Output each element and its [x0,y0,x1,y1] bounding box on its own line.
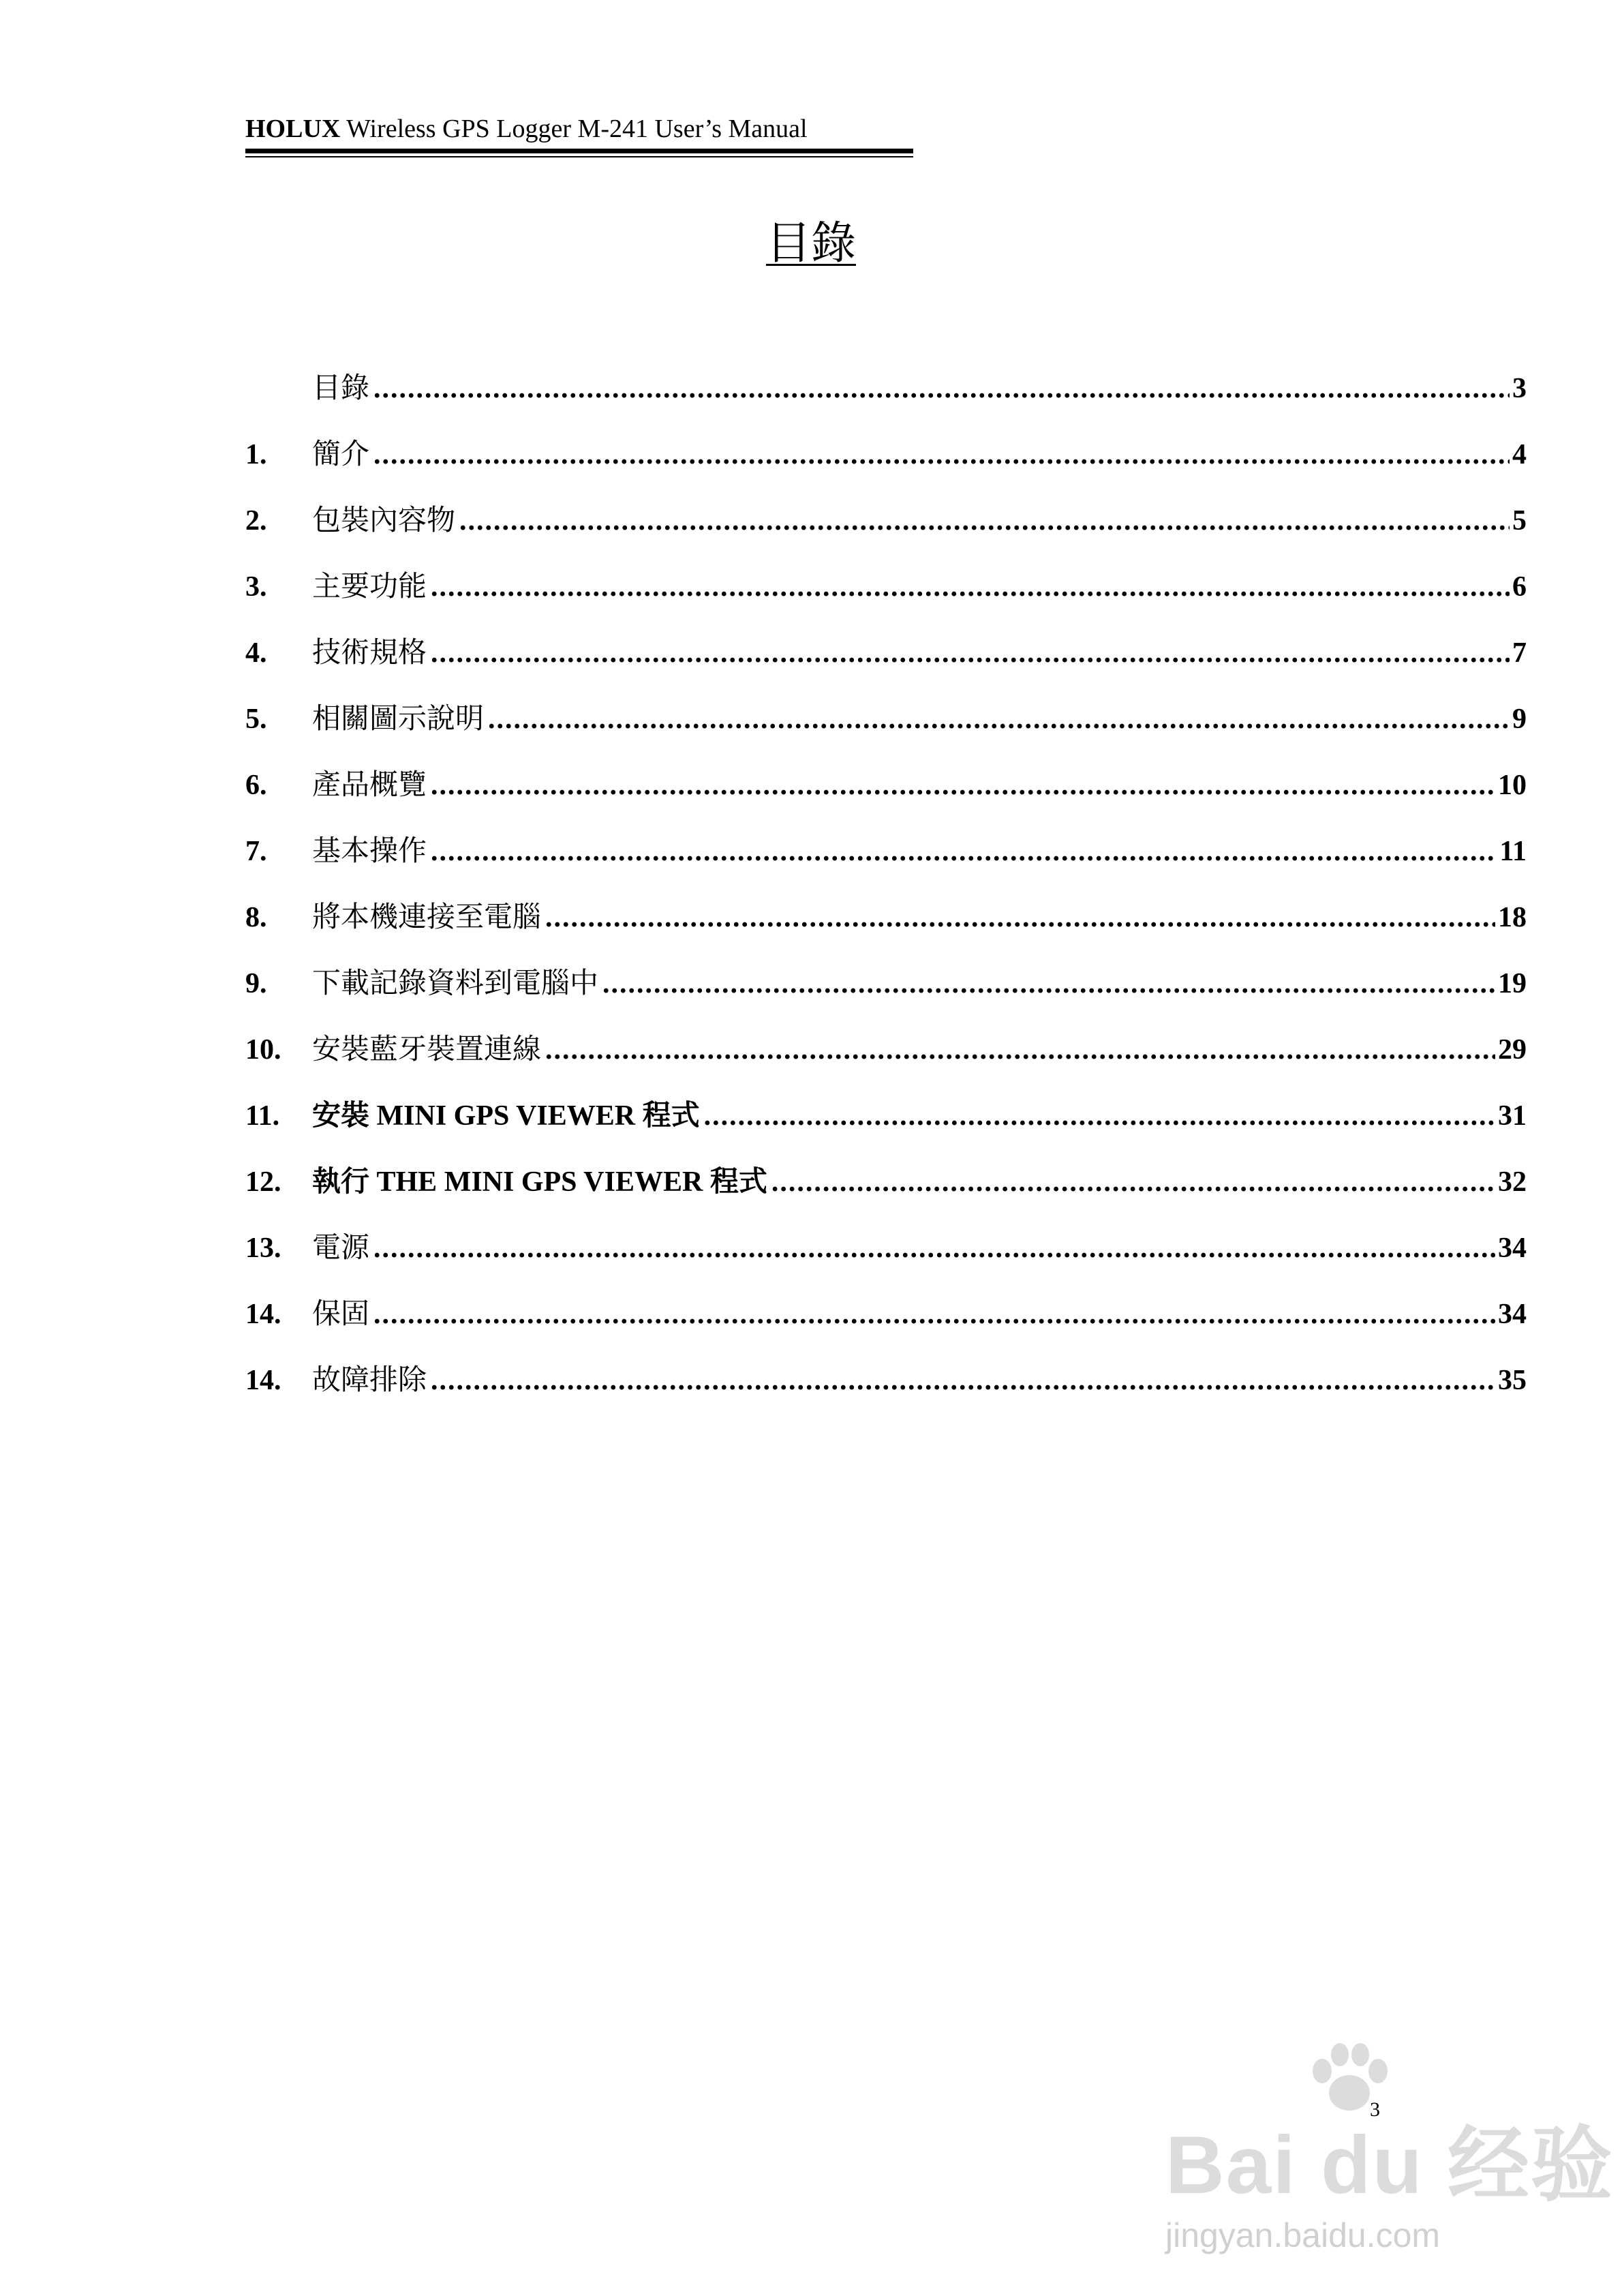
toc-leader-dots [431,1364,1495,1397]
toc-row[interactable] [245,432,1527,498]
toc-label: 安裝 MINI GPS VIEWER 程式 [312,1100,700,1132]
toc-leader-dots [545,901,1495,934]
toc-row[interactable] [245,762,1527,828]
toc-leader-dots [431,835,1497,868]
toc-row[interactable] [245,365,1527,432]
toc-page: 34 [1498,1299,1527,1330]
toc-row[interactable] [245,630,1527,696]
toc-number: 3. [245,571,267,603]
toc-label: 執行 THE MINI GPS VIEWER 程式 [312,1166,767,1198]
toc-page: 3 [1512,373,1527,404]
toc-number: 10. [245,1034,281,1066]
header-brand: HOLUX [245,115,341,143]
toc-label: 基本操作 [312,836,427,867]
toc-number: 4. [245,637,267,669]
toc-page: 35 [1498,1365,1527,1396]
toc-number: 13. [245,1233,281,1264]
toc-page: 18 [1498,902,1527,933]
toc-label: 產品概覽 [312,770,427,801]
toc-page: 10 [1498,770,1527,801]
toc-row[interactable] [245,961,1527,1027]
toc-row[interactable] [245,1291,1527,1357]
baidu-watermark [1159,2038,1615,2263]
toc-number: 6. [245,770,267,801]
toc-leader-dots [431,571,1510,603]
toc-leader-dots [704,1100,1495,1132]
toc-label: 技術規格 [312,637,427,669]
toc-label: 包裝內容物 [312,505,456,537]
toc-title [0,217,1622,271]
toc-label: 安裝藍牙裝置連線 [312,1034,542,1066]
toc-leader-dots [545,1033,1495,1066]
toc-page: 9 [1512,704,1527,735]
toc-number: 11. [245,1100,280,1132]
toc-row[interactable] [245,1093,1527,1159]
toc-page: 29 [1498,1034,1527,1066]
toc-page: 11 [1499,836,1527,867]
toc-leader-dots [373,1298,1495,1331]
toc-leader-dots [373,372,1510,405]
toc-page: 4 [1512,439,1527,470]
toc-label: 電源 [312,1233,370,1264]
toc-number: 14. [245,1365,281,1396]
page-number: 3 [1370,2098,1380,2121]
header-rule-thin [245,156,913,157]
toc-page: 32 [1498,1166,1527,1198]
toc-label: 目錄 [312,373,370,404]
toc-page: 31 [1498,1100,1527,1132]
toc-leader-dots [431,769,1495,802]
table-of-contents [245,365,1527,1423]
toc-number: 7. [245,836,267,867]
toc-number: 2. [245,505,267,537]
header-title: Wireless GPS Logger M-241 User’s Manual [340,115,808,143]
toc-row[interactable] [245,1027,1527,1093]
toc-leader-dots [373,1232,1495,1265]
toc-leader-dots [771,1166,1495,1198]
toc-label: 故障排除 [312,1365,427,1396]
page-header [245,113,913,157]
toc-row[interactable] [245,564,1527,630]
toc-number: 12. [245,1166,281,1198]
toc-row[interactable] [245,1225,1527,1291]
toc-row[interactable] [245,1357,1527,1423]
toc-label: 相關圖示說明 [312,704,485,735]
header-text [245,113,913,145]
toc-number: 9. [245,968,267,999]
toc-leader-dots [373,438,1510,471]
toc-leader-dots [459,504,1510,537]
toc-page: 19 [1498,968,1527,999]
watermark-brand: Bai du 经验 [1165,2119,1615,2211]
header-rule-thick [245,149,913,153]
toc-label: 簡介 [312,439,370,470]
toc-number: 5. [245,704,267,735]
toc-page: 5 [1512,505,1527,537]
toc-leader-dots [488,703,1510,736]
toc-number: 14. [245,1299,281,1330]
toc-row[interactable] [245,1159,1527,1225]
toc-leader-dots [431,637,1510,669]
toc-row[interactable] [245,894,1527,961]
toc-row[interactable] [245,696,1527,762]
toc-title-text: 目錄 [766,219,856,269]
watermark-url: jingyan.baidu.com [1165,2216,1441,2254]
toc-number: 1. [245,439,267,470]
toc-page: 34 [1498,1233,1527,1264]
toc-page: 7 [1512,637,1527,669]
toc-label: 下載記錄資料到電腦中 [312,968,599,999]
toc-label: 將本機連接至電腦 [312,902,542,933]
toc-leader-dots [602,967,1495,1000]
toc-row[interactable] [245,498,1527,564]
toc-page: 6 [1512,571,1527,603]
toc-row[interactable] [245,828,1527,894]
toc-label: 保固 [312,1299,370,1330]
toc-label: 主要功能 [312,571,427,603]
toc-number: 8. [245,902,267,933]
